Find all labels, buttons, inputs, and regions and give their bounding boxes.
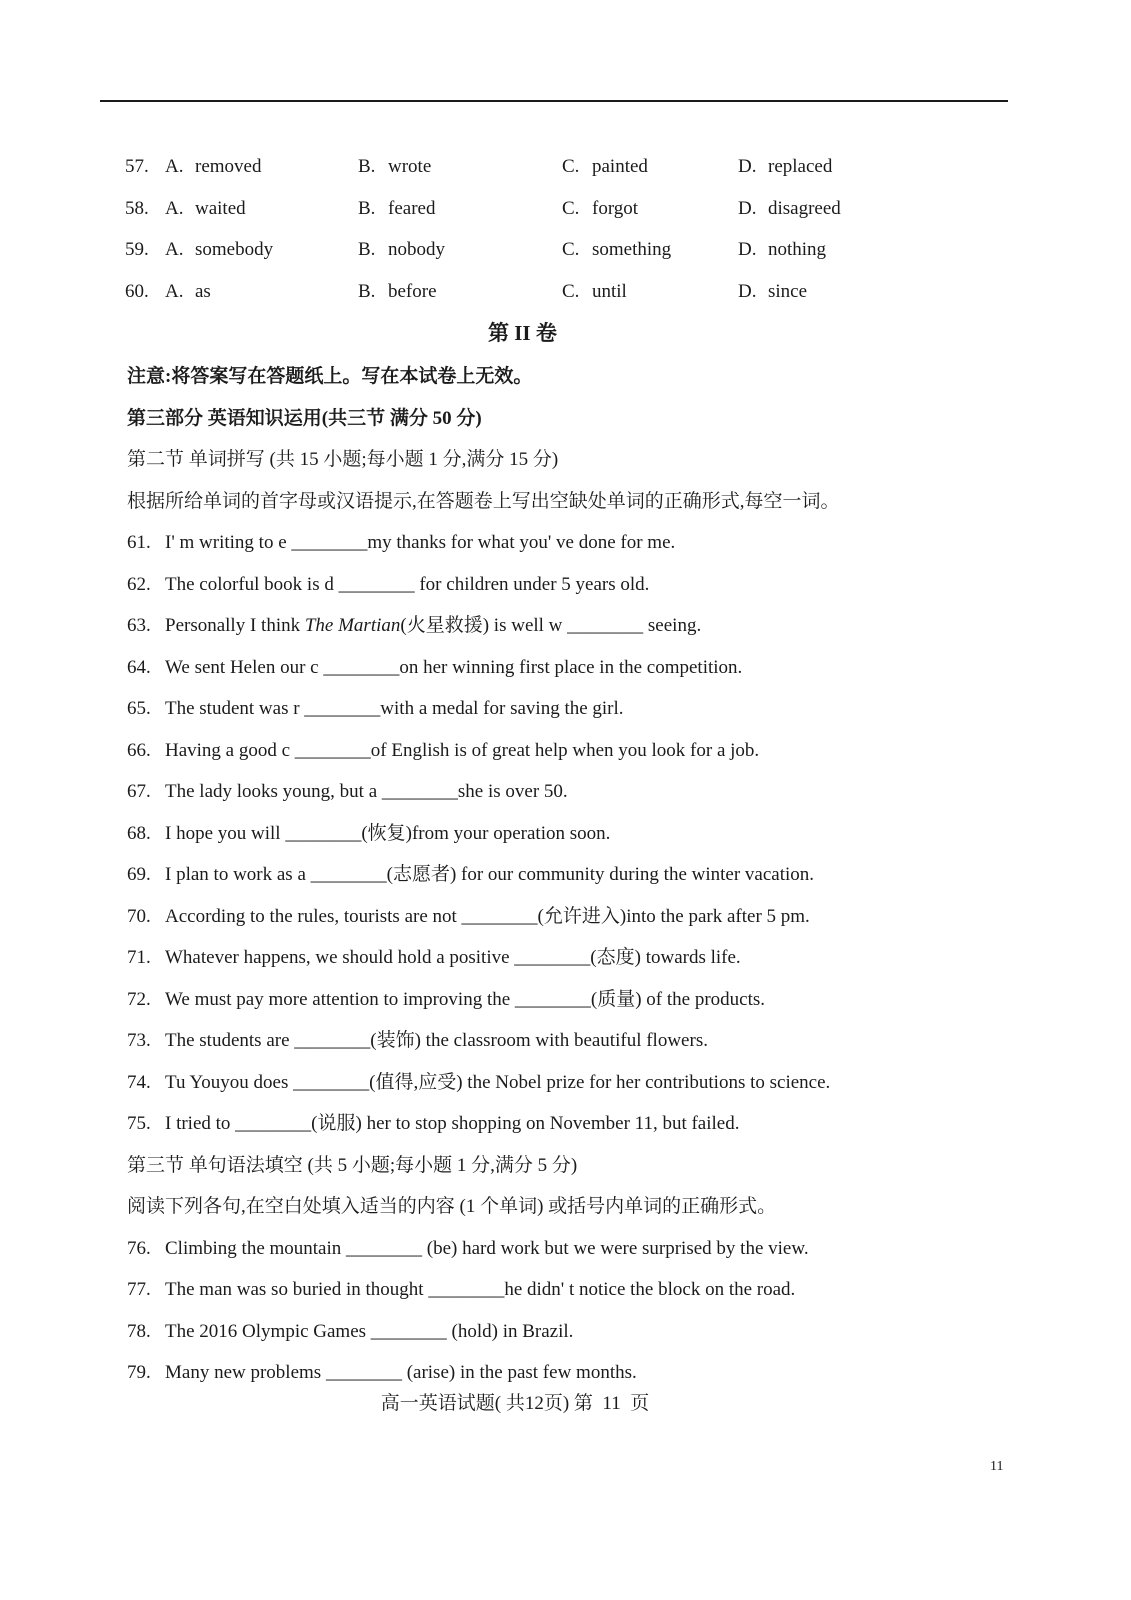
question-item [127, 1020, 1087, 1062]
question-number: 73. [127, 1030, 151, 1051]
option-b [358, 271, 437, 313]
multiple-choice-block [0, 146, 1131, 312]
question-item [127, 937, 1087, 979]
question-number: 58. [125, 197, 149, 219]
question-number: 75. [127, 1113, 151, 1134]
option-letter: D. [738, 239, 757, 261]
volume-title: 第 II 卷 [488, 321, 557, 345]
question-item [127, 564, 1087, 606]
question-number: 77. [127, 1279, 151, 1300]
question-item [127, 1311, 1087, 1353]
question-number: 74. [127, 1071, 151, 1093]
choice-question [0, 271, 1131, 313]
question-number: 68. [127, 822, 151, 844]
question-number: 76. [127, 1237, 151, 1259]
option-letter: C. [562, 156, 580, 177]
option-c [562, 229, 671, 271]
question-text: We must pay more attention to improving the ________(质量) of the products. [165, 988, 766, 1010]
option-letter: A. [165, 239, 184, 261]
question-number: 67. [127, 781, 151, 802]
option-b [358, 146, 431, 188]
question-number: 71. [127, 947, 151, 968]
question-text: Many new problems ________ (arise) in the past few months. [165, 1362, 637, 1383]
option-letter: D. [738, 280, 757, 302]
question-number: 69. [127, 864, 151, 885]
choice-question [0, 188, 1131, 230]
question-number: 72. [127, 988, 151, 1010]
option-d [738, 229, 826, 271]
question-text: I' m writing to e ________my thanks for what you' ve done for me. [165, 532, 676, 553]
option-text: something [592, 239, 672, 261]
option-c [562, 188, 638, 230]
option-text: as [195, 280, 211, 302]
option-letter: C. [562, 280, 580, 302]
question-number: 64. [127, 656, 151, 678]
question-number: 60. [125, 280, 149, 302]
option-b [358, 229, 445, 271]
question-item [127, 854, 1087, 896]
question-number: 59. [125, 239, 149, 261]
question-text: Whatever happens, we should hold a positive ________(态度) towards life. [165, 947, 741, 968]
option-a [165, 271, 211, 313]
question-item [127, 522, 1087, 564]
question-text: Climbing the mountain ________ (be) hard work but we were surprised by the view. [165, 1237, 809, 1259]
question-number: 61. [127, 532, 151, 553]
option-letter: C. [562, 197, 580, 219]
option-letter: A. [165, 197, 184, 219]
option-letter: D. [738, 156, 757, 177]
option-text: nothing [768, 239, 827, 261]
question-text: I plan to work as a ________(志愿者) for our community during the winter vacation. [165, 864, 815, 885]
option-letter: C. [562, 239, 580, 261]
option-text: removed [195, 156, 262, 177]
option-c [562, 271, 627, 313]
question-number: 79. [127, 1362, 151, 1383]
question-text: According to the rules, tourists are not ________(允许进入)into the park after 5 pm. [165, 905, 810, 927]
option-a [165, 229, 273, 271]
question-text: Personally I think [165, 615, 305, 636]
option-b [358, 188, 435, 230]
section-heading: 第三节 单句语法填空 (共 5 小题;每小题 1 分,满分 5 分) [127, 1154, 578, 1176]
question-number: 62. [127, 573, 151, 595]
option-letter: A. [165, 156, 184, 177]
option-letter: B. [358, 197, 376, 219]
question-item [127, 1352, 1087, 1394]
exam-body [127, 356, 1087, 1394]
movie-title: The Martian [304, 615, 401, 636]
option-text: feared [388, 197, 436, 219]
option-a [165, 188, 246, 230]
option-text: nobody [388, 239, 445, 261]
option-letter: B. [358, 156, 376, 177]
question-item [127, 647, 1087, 689]
question-item [127, 730, 1087, 772]
question-text: I tried to ________(说服) her to stop shopping on November 11, but failed. [165, 1113, 740, 1134]
option-letter: A. [165, 280, 184, 302]
option-d [738, 146, 832, 188]
option-text: painted [592, 156, 648, 177]
question-text: (火星救援) is well w ________ seeing. [400, 615, 702, 636]
question-text: The man was so buried in thought ________he didn' t notice the block on the road. [165, 1279, 796, 1300]
section-instructions: 根据所给单词的首字母或汉语提示,在答题卷上写出空缺处单词的正确形式,每空一词。 [127, 490, 840, 512]
option-text: until [592, 280, 627, 302]
question-text: The student was r ________with a medal for saving the girl. [165, 698, 624, 719]
option-a [165, 146, 261, 188]
page-footer: 高一英语试题( 共12页) 第 11 页 [380, 1393, 650, 1414]
question-number: 63. [127, 615, 151, 636]
question-item [127, 1228, 1087, 1270]
question-item [127, 688, 1087, 730]
option-letter: B. [358, 280, 376, 302]
question-text: Having a good c ________of English is of great help when you look for a job. [165, 739, 760, 761]
question-number: 65. [127, 698, 151, 719]
option-text: disagreed [768, 197, 841, 219]
option-text: before [388, 280, 437, 302]
part-heading: 第三部分 英语知识运用(共三节 满分 50 分) [127, 407, 482, 429]
question-item [127, 1103, 1087, 1145]
section-instructions: 阅读下列各句,在空白处填入适当的内容 (1 个单词) 或括号内单词的正确形式。 [127, 1196, 777, 1217]
option-text: since [768, 280, 808, 302]
question-item [127, 1269, 1087, 1311]
question-text: Tu Youyou does ________(值得,应受) the Nobel prize for her contributions to science. [165, 1071, 831, 1093]
question-text: The colorful book is d ________ for children under 5 years old. [165, 573, 650, 595]
question-item [127, 605, 1087, 647]
option-text: wrote [388, 156, 432, 177]
question-number: 57. [125, 156, 149, 177]
question-item [127, 896, 1087, 938]
question-item [127, 771, 1087, 813]
option-text: forgot [592, 197, 639, 219]
question-item [127, 1062, 1087, 1104]
option-d [738, 188, 841, 230]
notice-text: 注意:将答案写在答题纸上。写在本试卷上无效。 [127, 366, 533, 387]
question-text: I hope you will ________(恢复)from your operation soon. [165, 822, 611, 844]
question-text: We sent Helen our c ________on her winning first place in the competition. [165, 656, 743, 678]
question-number: 66. [127, 739, 151, 761]
option-d [738, 271, 807, 313]
option-text: somebody [195, 239, 274, 261]
option-text: replaced [768, 156, 833, 177]
question-item [127, 979, 1087, 1021]
question-text: The 2016 Olympic Games ________ (hold) in Brazil. [165, 1320, 574, 1342]
option-letter: D. [738, 197, 757, 219]
choice-question [0, 146, 1131, 188]
option-letter: B. [358, 239, 376, 261]
choice-question [0, 229, 1131, 271]
question-text: The lady looks young, but a ________she is over 50. [165, 781, 568, 802]
question-number: 70. [127, 905, 151, 927]
option-c [562, 146, 648, 188]
page-number: 11 [990, 1459, 1004, 1474]
question-item [127, 813, 1087, 855]
header-rule [100, 100, 1008, 102]
question-text: The students are ________(装饰) the classroom with beautiful flowers. [165, 1030, 708, 1051]
section-heading: 第二节 单词拼写 (共 15 小题;每小题 1 分,满分 15 分) [127, 449, 559, 470]
question-number: 78. [127, 1320, 151, 1342]
option-text: waited [195, 197, 246, 219]
